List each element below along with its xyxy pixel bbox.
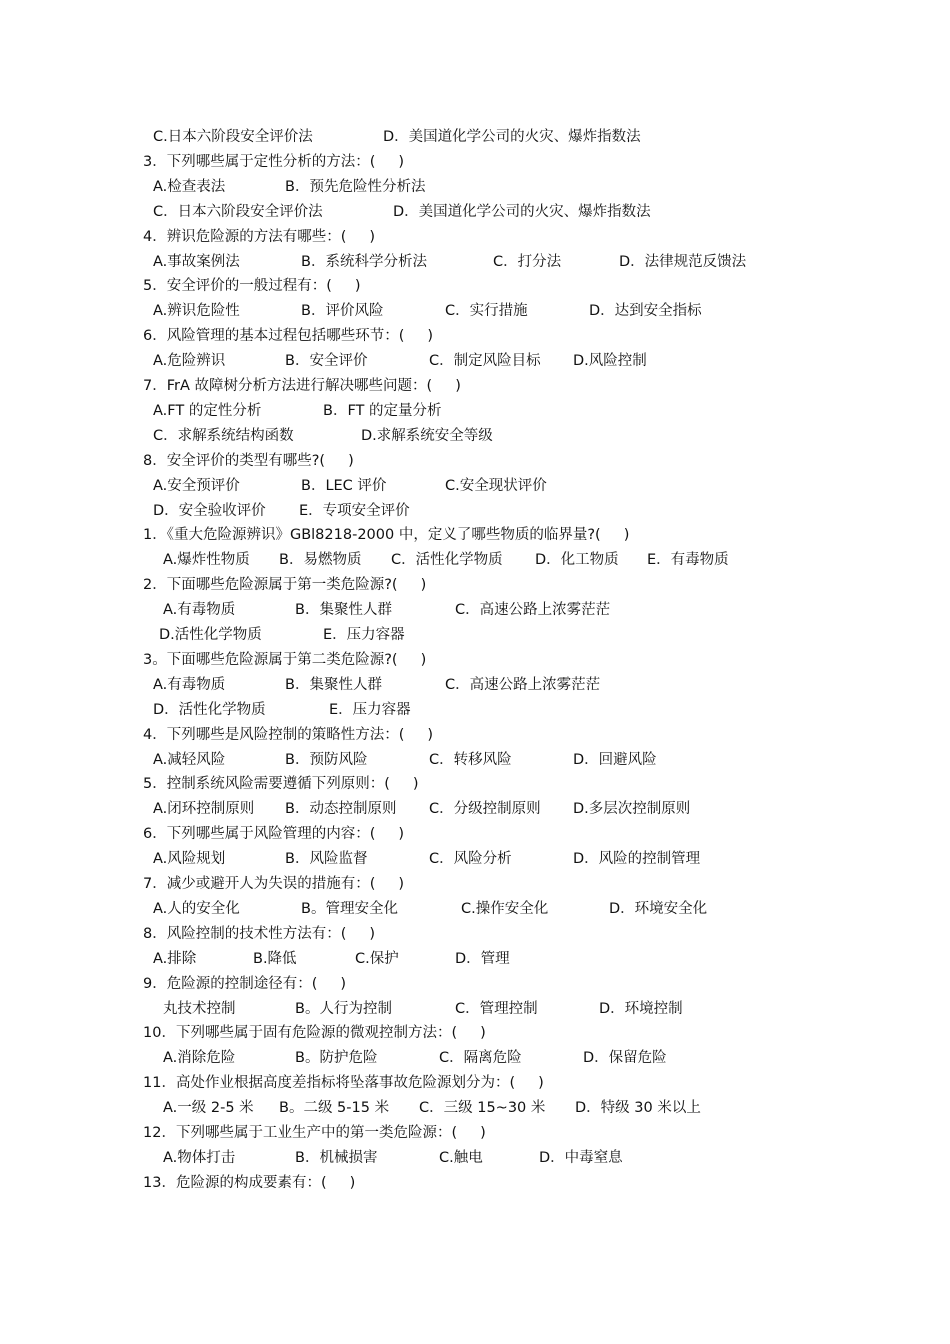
option-text: C．管理控制	[455, 1000, 538, 1017]
option-text: B．机械损害	[295, 1149, 378, 1166]
question-text: 5．控制系统风险需要遵循下列原则：( )	[143, 776, 419, 793]
option-text: C．制定风险目标	[429, 353, 541, 370]
option-text: D．管理	[455, 950, 510, 967]
question-text: 5．安全评价的一般过程有：( )	[143, 278, 361, 295]
option-text: E．压力容器	[323, 627, 405, 643]
option-text: D．环境控制	[599, 1000, 683, 1017]
question-text: 6．风险管理的基本过程包括哪些环节：( )	[143, 328, 434, 345]
question-text: 8．安全评价的类型有哪些?( )	[143, 452, 354, 469]
option-text: D．环境安全化	[609, 900, 708, 917]
option-text: A.爆炸性物质	[163, 552, 250, 569]
option-text: C.日本六阶段安全评价法	[153, 129, 313, 145]
option-text: B．系统科学分析法	[301, 253, 427, 270]
option-text: B．安全评价	[285, 353, 368, 370]
question-text: 8．风险控制的技术性方法有：( )	[143, 925, 376, 942]
option-text: C．活性化学物质	[391, 552, 503, 569]
option-text: D．保留危险	[583, 1050, 667, 1067]
option-text: B．易燃物质	[279, 552, 362, 569]
option-text: D．活性化学物质	[153, 701, 266, 718]
option-text: C.触电	[439, 1149, 483, 1166]
question-text: 11．高处作业根据高度差指标将坠落事故危险源划分为：( )	[143, 1075, 544, 1092]
option-text: D．达到安全指标	[589, 303, 702, 320]
question-text: 3。下面哪些危险源属于第二类危险源?( )	[143, 651, 427, 668]
option-text: A.事故案例法	[153, 253, 240, 270]
option-text: B．FT 的定量分析	[323, 402, 442, 419]
option-text: C.保护	[355, 950, 399, 967]
option-text: A.物体打击	[163, 1149, 236, 1166]
option-text: C．三级 15~30 米	[419, 1100, 546, 1117]
option-text: B．评价风险	[301, 303, 384, 320]
option-text: E．压力容器	[329, 701, 411, 718]
option-text: A.人的安全化	[153, 900, 240, 917]
option-text: B．预先危险性分析法	[285, 178, 426, 195]
option-text: C．实行措施	[445, 303, 528, 320]
question-text: 3．下列哪些属于定性分析的方法：( )	[143, 153, 405, 170]
question-text: 4．下列哪些是风险控制的策略性方法：( )	[143, 726, 434, 743]
option-text: D.多层次控制原则	[573, 801, 691, 818]
question-text: 7．FrA 故障树分析方法进行解决哪些问题：( )	[143, 378, 461, 394]
option-text: D．美国道化学公司的火灾、爆炸指数法	[383, 129, 641, 145]
option-text: D．化工物质	[535, 552, 619, 569]
option-text: A.一级 2-5 米	[163, 1100, 254, 1117]
option-text: D.活性化学物质	[159, 627, 262, 643]
option-text: C．求解系统结构函数	[153, 427, 294, 444]
option-text: A.检查表法	[153, 178, 226, 195]
question-text: 4．辨识危险源的方法有哪些：( )	[143, 228, 376, 245]
option-text: D．回避风险	[573, 751, 657, 768]
option-text: D．安全验收评价	[153, 502, 266, 519]
option-text: C.操作安全化	[461, 900, 549, 917]
option-text: E．专项安全评价	[299, 502, 410, 519]
question-text: 1．《重大危险源辨识》GBl8218-2000 中，定义了哪些物质的临界量?( )	[143, 527, 630, 544]
option-text: B。二级 5-15 米	[279, 1100, 390, 1117]
question-text: 13．危险源的构成要素有：( )	[143, 1174, 356, 1191]
option-text: C．分级控制原则	[429, 801, 541, 818]
option-text: D．美国道化学公司的火灾、爆炸指数法	[393, 203, 651, 220]
option-text: A.减轻风险	[153, 751, 226, 768]
option-text: A.消除危险	[163, 1050, 236, 1067]
option-text: C．日本六阶段安全评价法	[153, 203, 323, 220]
option-text: D．中毒窒息	[539, 1149, 623, 1166]
option-text: A.有毒物质	[163, 602, 236, 619]
question-text: 6．下列哪些属于风险管理的内容：( )	[143, 826, 405, 843]
option-text: C．高速公路上浓雾茫茫	[455, 602, 611, 619]
option-text: B．集聚性人群	[285, 676, 382, 693]
option-text: A.辨识危险性	[153, 303, 240, 320]
question-text: 12．下列哪些属于工业生产中的第一类危险源：( )	[143, 1125, 486, 1141]
option-text: C．高速公路上浓雾茫茫	[445, 676, 601, 693]
option-text: D.风险控制	[573, 353, 647, 370]
option-text: E．有毒物质	[647, 552, 729, 569]
option-text: C.安全现状评价	[445, 477, 547, 494]
option-text: A.FT 的定性分析	[153, 402, 262, 419]
option-text: A.危险辨识	[153, 353, 226, 370]
question-text: 9．危险源的控制途径有：( )	[143, 975, 347, 992]
option-text: C．风险分析	[429, 851, 512, 868]
option-text: C．转移风险	[429, 751, 512, 768]
option-text: 丸技术控制	[163, 1000, 236, 1017]
option-text: B．动态控制原则	[285, 801, 397, 818]
option-text: D．法律规范反馈法	[619, 253, 747, 270]
option-text: D．风险的控制管理	[573, 851, 701, 868]
option-text: B。防护危险	[295, 1050, 378, 1067]
question-text: 10．下列哪些属于固有危险源的微观控制方法：( )	[143, 1025, 486, 1042]
option-text: B．集聚性人群	[295, 602, 392, 619]
option-text: A.排除	[153, 950, 197, 967]
option-text: C．隔离危险	[439, 1050, 522, 1067]
option-text: B.降低	[253, 950, 297, 967]
option-text: A.闭环控制原则	[153, 801, 255, 818]
option-text: B．预防风险	[285, 751, 368, 768]
option-text: A.风险规划	[153, 851, 226, 868]
option-text: D.求解系统安全等级	[361, 427, 493, 444]
option-text: B。人行为控制	[295, 1000, 392, 1017]
option-text: B．风险监督	[285, 851, 368, 868]
option-text: D．特级 30 米以上	[575, 1100, 701, 1117]
option-text: B．LEC 评价	[301, 477, 387, 494]
question-text: 2．下面哪些危险源属于第一类危险源?( )	[143, 577, 427, 594]
question-text: 7．减少或避开人为失误的措施有：( )	[143, 876, 405, 892]
option-text: A.安全预评价	[153, 477, 240, 494]
option-text: B。管理安全化	[301, 900, 398, 917]
option-text: C．打分法	[493, 253, 562, 270]
option-text: A.有毒物质	[153, 676, 226, 693]
